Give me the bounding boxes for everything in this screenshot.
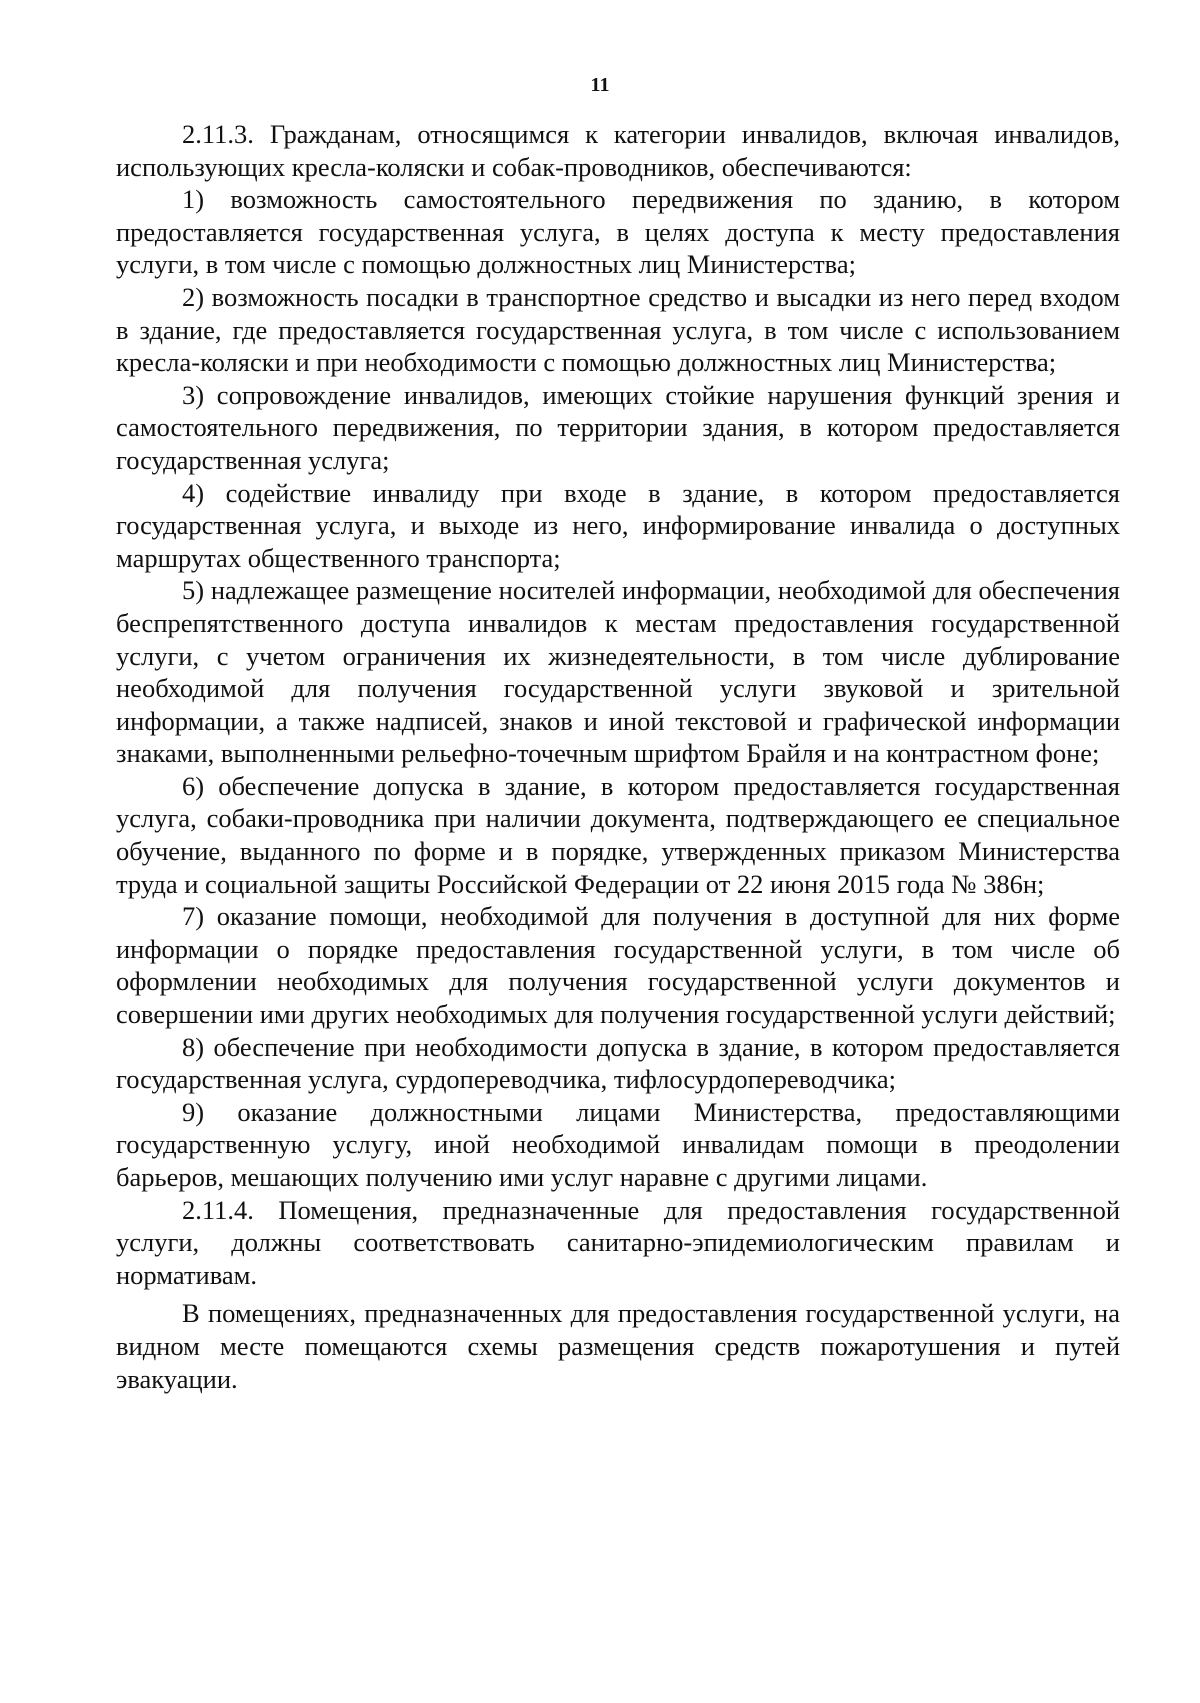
document-body xyxy=(116,118,1120,1395)
page-number: 11 xyxy=(590,74,610,96)
list-item-5: 5) надлежащее размещение носителей информации, необходимой для обеспечения беспрепятственного доступа инвалидов к местам предоставления государственной услуги, с учетом ограничения их жизнедеятельности, в том числе дублирование необходимой для получения государственной услуги звуковой и зрительной информации, а также надписей, знаков и иной текстовой и графической информации знаками, выполненными рельефно-точечным шрифтом Брайля и на контрастном фоне; xyxy=(116,575,1120,769)
list-item-1: 1) возможность самостоятельного передвижения по зданию, в котором предоставляется государственная услуга, в целях доступа к месту предоставления услуги, в том числе с помощью должностных лиц Министерства; xyxy=(116,184,1120,280)
list-item-3: 3) сопровождение инвалидов, имеющих стойкие нарушения функций зрения и самостоятельного передвижения, по территории здания, в котором предоставляется государственная услуга; xyxy=(116,379,1120,475)
list-item-8: 8) обеспечение при необходимости допуска в здание, в котором предоставляется государственная услуга, сурдопереводчика, тифлосурдопереводчика; xyxy=(116,1031,1120,1095)
paragraph-2-11-3: 2.11.3. Гражданам, относящимся к категории инвалидов, включая инвалидов, использующих кресла-коляски и собак-проводников, обеспечиваются: xyxy=(116,119,1120,182)
list-item-7: 7) оказание помощи, необходимой для получения в доступной для них форме информации о порядке предоставления государственной услуги, в том числе об оформлении необходимых для получения государственной услуги документов и совершении ими других необходимых для получения государственной услуги действий; xyxy=(116,901,1120,1030)
list-item-9: 9) оказание должностными лицами Министерства, предоставляющими государственную услугу, иной необходимой инвалидам помощи в преодолении барьеров, мешающих получению ими услуг наравне с другими лицами. xyxy=(116,1096,1120,1192)
paragraph-evacuation: В помещениях, предназначенных для предоставления государственной услуги, на видном месте помещаются схемы размещения средств пожаротушения и путей эвакуации. xyxy=(116,1298,1120,1394)
list-item-2: 2) возможность посадки в транспортное средство и высадки из него перед входом в здание, где предоставляется государственная услуга, в том числе с использованием кресла-коляски и при необходимости с помощью должностных лиц Министерства; xyxy=(116,281,1120,378)
paragraph-2-11-4: 2.11.4. Помещения, предназначенные для предоставления государственной услуги, должны соответствовать санитарно-эпидемиологическим правилам и нормативам. xyxy=(116,1194,1120,1290)
list-item-6: 6) обеспечение допуска в здание, в котором предоставляется государственная услуга, собаки-проводника при наличии документа, подтверждающего ее специальное обучение, выданного по форме и в порядке, утвержденных приказом Министерства труда и социальной защиты Российской Федерации от 22 июня 2015 года № 386н; xyxy=(116,770,1120,899)
list-item-4: 4) содействие инвалиду при входе в здание, в котором предоставляется государственная услуга, и выходе из него, информирование инвалида о доступных маршрутах общественного транспорта; xyxy=(116,477,1120,573)
